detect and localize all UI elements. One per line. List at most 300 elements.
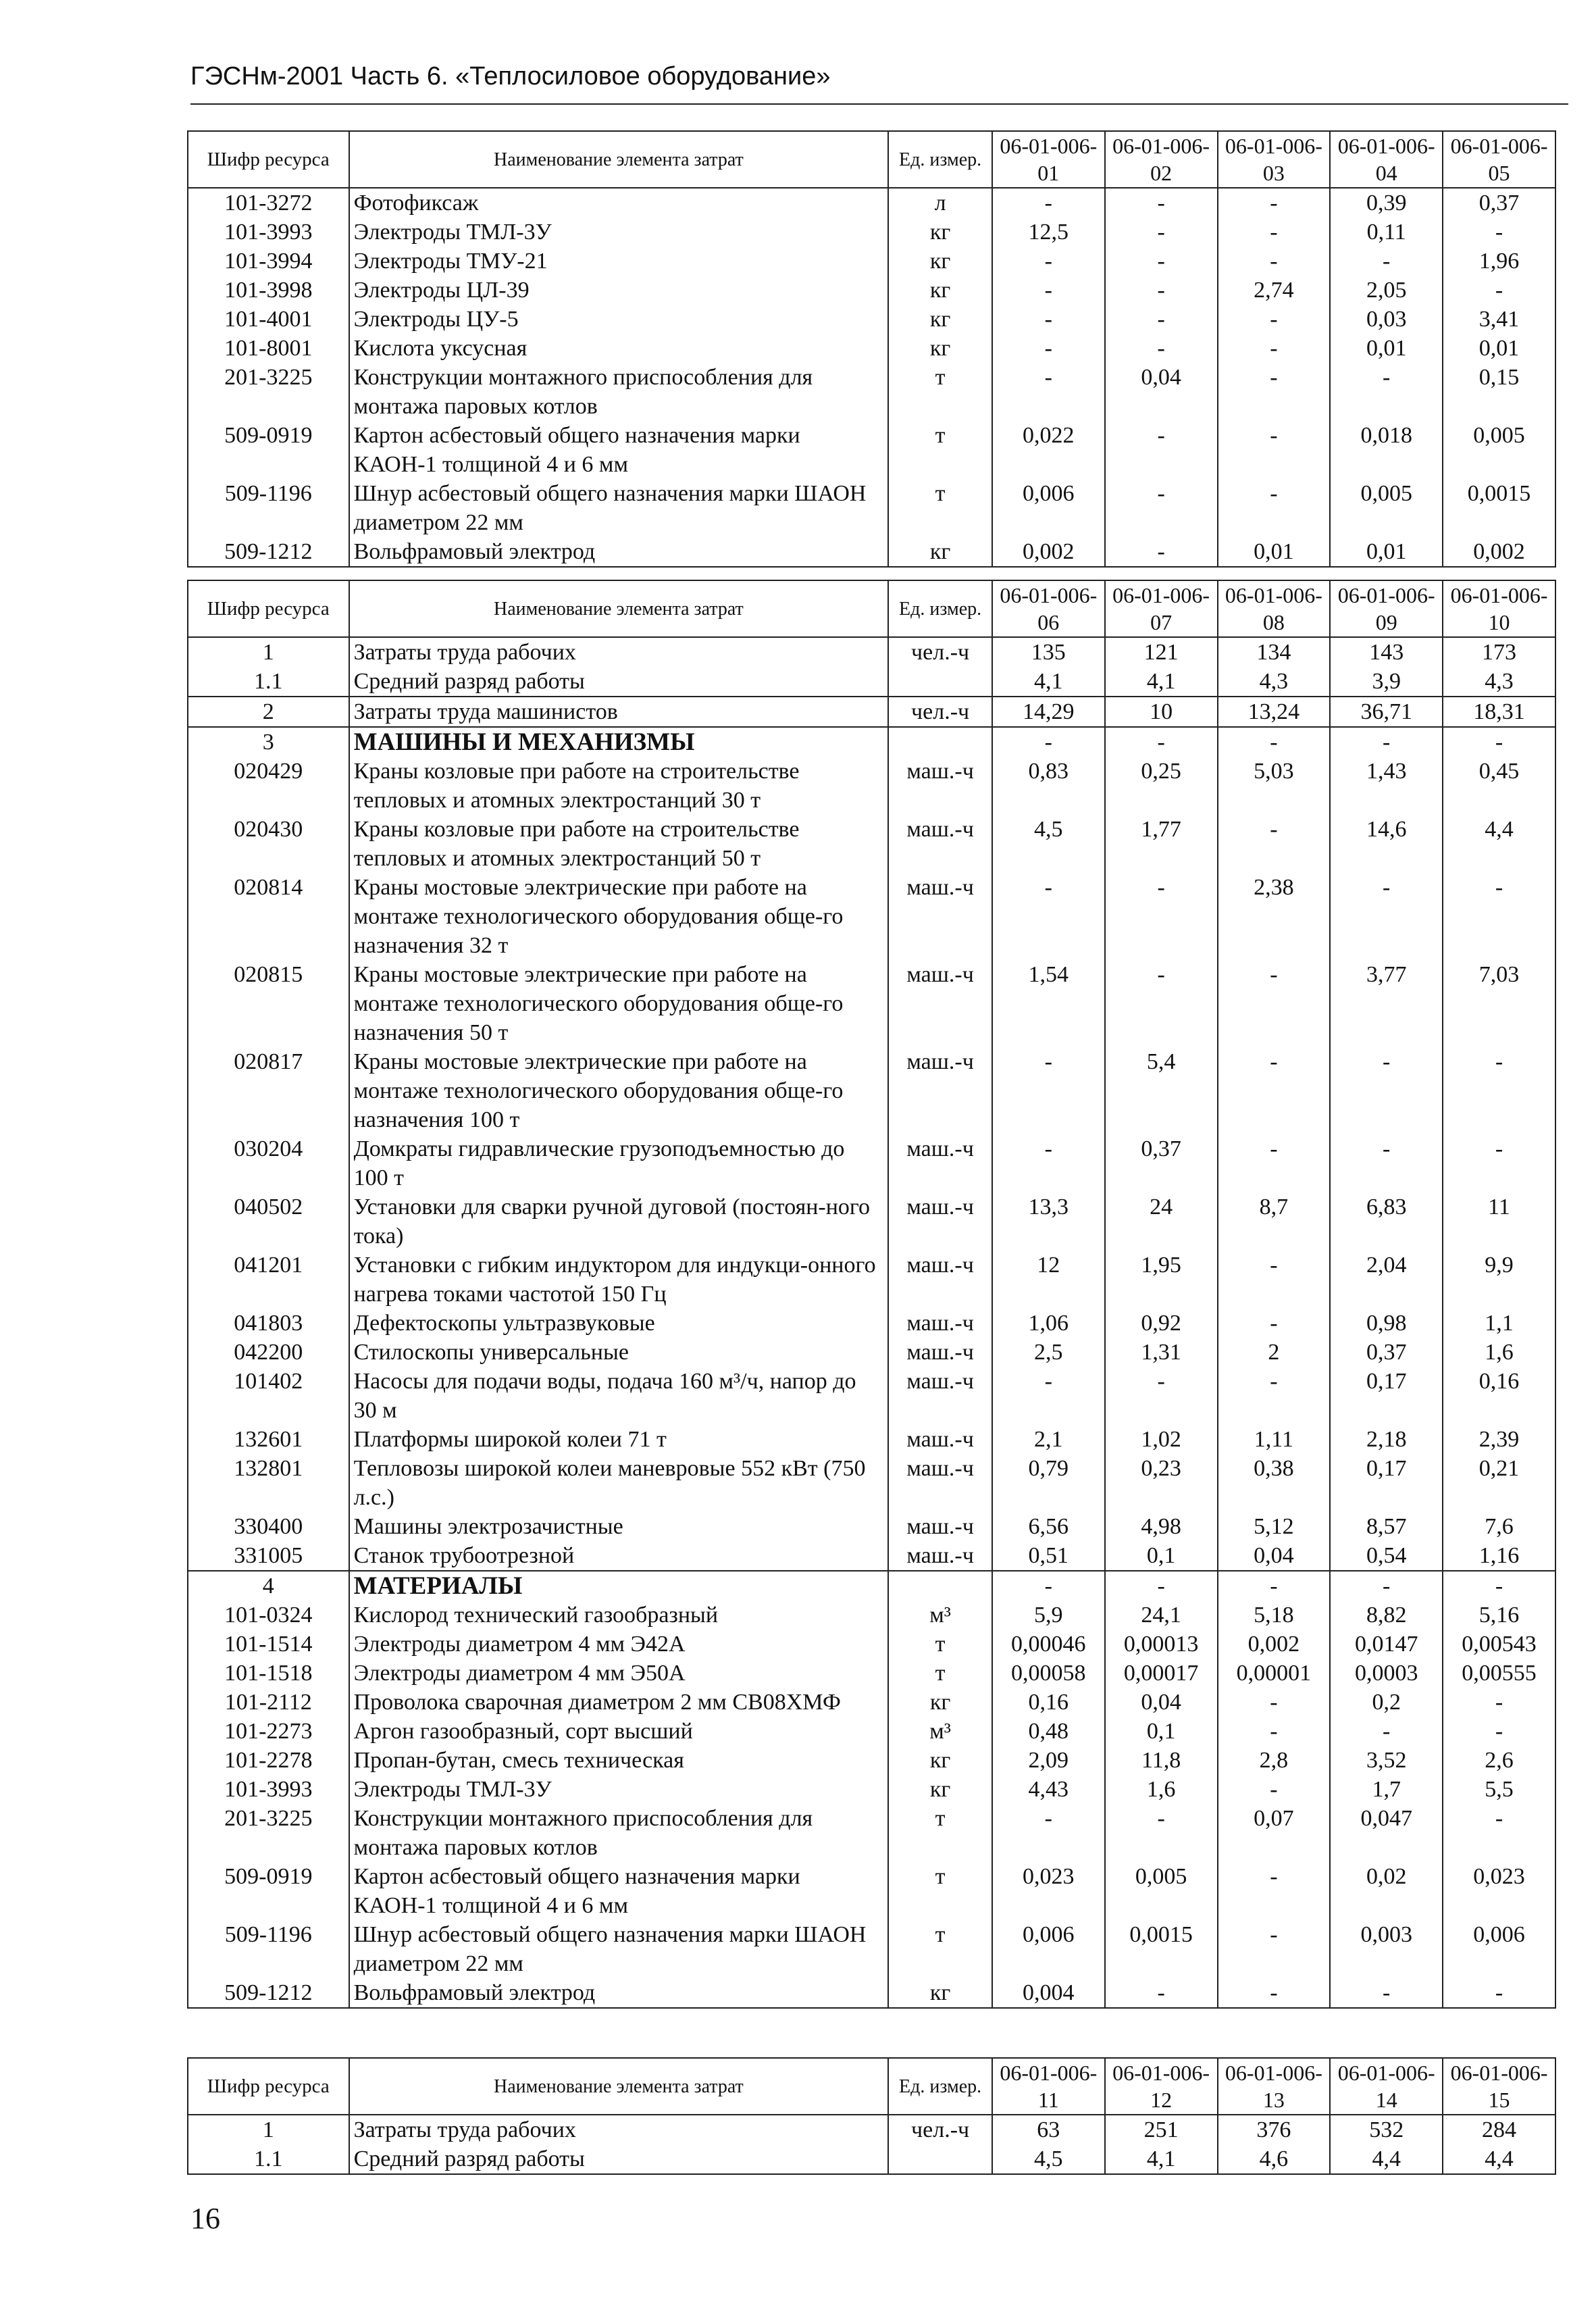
norm-value: - (1443, 727, 1555, 757)
resource-code: 331005 (188, 1541, 349, 1571)
resource-code: 509-0919 (188, 1862, 349, 1920)
cost-element-name: Электроды ТМЛ-3У (349, 218, 889, 247)
norm-value: 0,23 (1105, 1454, 1218, 1512)
norm-value: - (1330, 727, 1443, 757)
norm-value: 24,1 (1105, 1601, 1218, 1630)
unit-of-measure: кг (888, 1688, 992, 1717)
table-row (188, 1425, 1555, 1454)
resource-code: 101-3993 (188, 1775, 349, 1804)
header-rule (190, 103, 1568, 105)
unit-of-measure: маш.-ч (888, 1338, 992, 1367)
resource-code: 509-1212 (188, 537, 349, 567)
norm-value: - (1105, 218, 1218, 247)
norm-value: 0,83 (992, 757, 1105, 815)
norm-value: 4,1 (1105, 667, 1218, 697)
table-row (188, 363, 1555, 421)
norm-value: - (1218, 1920, 1331, 1978)
norm-value: 1,11 (1218, 1425, 1331, 1454)
norm-value: - (1105, 727, 1218, 757)
norm-value: - (1218, 421, 1331, 479)
resource-code: 101-8001 (188, 334, 349, 363)
table-row (188, 218, 1555, 247)
norm-value: 284 (1443, 2115, 1555, 2144)
norm-value: 0,48 (992, 1717, 1105, 1746)
cost-element-name: Стилоскопы универсальные (349, 1338, 889, 1367)
column-header: 06-01-006-01 (992, 131, 1105, 188)
norm-value: - (1218, 188, 1331, 218)
norm-value: - (1443, 1571, 1555, 1601)
table-row (188, 2115, 1555, 2144)
unit-of-measure: кг (888, 334, 992, 363)
norm-value: - (992, 247, 1105, 276)
resource-code: 509-1196 (188, 1920, 349, 1978)
norm-value: 0,16 (992, 1688, 1105, 1717)
unit-of-measure: чел.-ч (888, 637, 992, 667)
table-row (188, 1717, 1555, 1746)
norm-value: - (1330, 1717, 1443, 1746)
norm-value: 0,92 (1105, 1309, 1218, 1338)
norm-value: - (1218, 305, 1331, 334)
norm-value: 2,5 (992, 1338, 1105, 1367)
header-unit: Ед. измер. (888, 580, 992, 637)
cost-element-name: Вольфрамовый электрод (349, 537, 889, 567)
unit-of-measure: т (888, 1630, 992, 1659)
norm-value: 1,43 (1330, 757, 1443, 815)
norm-value: 134 (1218, 637, 1331, 667)
column-header: 06-01-006-08 (1218, 580, 1331, 637)
norm-value: 18,31 (1443, 697, 1555, 727)
norm-value: - (1218, 247, 1331, 276)
norm-value: 0,022 (992, 421, 1105, 479)
resource-code: 101-4001 (188, 305, 349, 334)
resource-code: 101-1514 (188, 1630, 349, 1659)
norm-value: 4,1 (992, 667, 1105, 697)
norm-value: 0,003 (1330, 1920, 1443, 1978)
norm-value: - (1105, 1367, 1218, 1425)
norm-value: - (992, 1134, 1105, 1192)
table-row (188, 276, 1555, 305)
resource-code: 101-2112 (188, 1688, 349, 1717)
norm-value: 0,17 (1330, 1367, 1443, 1425)
unit-of-measure: маш.-ч (888, 1541, 992, 1571)
norm-value: 3,41 (1443, 305, 1555, 334)
table-row (188, 1134, 1555, 1192)
norm-value: 0,006 (992, 479, 1105, 537)
resource-code: 020430 (188, 815, 349, 873)
table-row (188, 537, 1555, 567)
unit-of-measure: кг (888, 537, 992, 567)
cost-element-name: Кислота уксусная (349, 334, 889, 363)
cost-element-name: Насосы для подачи воды, подача 160 м³/ч, напор до 30 м (349, 1367, 889, 1425)
resource-code: 101-3994 (188, 247, 349, 276)
header-code: Шифр ресурса (188, 2058, 349, 2115)
resource-code: 201-3225 (188, 363, 349, 421)
resource-code: 1 (188, 637, 349, 667)
norm-value: 2,04 (1330, 1251, 1443, 1309)
norm-value: 0,1 (1105, 1717, 1218, 1746)
norm-value: 0,07 (1218, 1804, 1331, 1862)
norm-value: - (1330, 1134, 1443, 1192)
cost-element-name: Дефектоскопы ультразвуковые (349, 1309, 889, 1338)
column-header: 06-01-006-10 (1443, 580, 1555, 637)
page-header: ГЭСНм-2001 Часть 6. «Теплосиловое оборудование» (190, 62, 831, 91)
resource-code: 201-3225 (188, 1804, 349, 1862)
unit-of-measure: кг (888, 1978, 992, 2008)
norm-value: 1,16 (1443, 1541, 1555, 1571)
norm-value: 2,39 (1443, 1425, 1555, 1454)
resource-code: 041803 (188, 1309, 349, 1338)
norm-value: 1,31 (1105, 1338, 1218, 1367)
unit-of-measure: маш.-ч (888, 815, 992, 873)
cost-element-name: Кислород технический газообразный (349, 1601, 889, 1630)
norm-value: - (992, 873, 1105, 960)
table-row (188, 1512, 1555, 1541)
unit-of-measure: м³ (888, 1601, 992, 1630)
norm-value: 0,0015 (1105, 1920, 1218, 1978)
norm-value: 0,005 (1443, 421, 1555, 479)
unit-of-measure: маш.-ч (888, 960, 992, 1047)
norm-value: 173 (1443, 637, 1555, 667)
cost-element-name: Средний разряд работы (349, 2144, 889, 2174)
norm-value: - (1218, 218, 1331, 247)
header-unit: Ед. измер. (888, 2058, 992, 2115)
unit-of-measure: т (888, 1920, 992, 1978)
cost-element-name: Конструкции монтажного приспособления для монтажа паровых котлов (349, 1804, 889, 1862)
norm-value: - (1105, 1571, 1218, 1601)
unit-of-measure: кг (888, 276, 992, 305)
unit-of-measure: т (888, 363, 992, 421)
cost-element-name: Картон асбестовый общего назначения марки КАОН-1 толщиной 4 и 6 мм (349, 1862, 889, 1920)
norm-value: - (1443, 218, 1555, 247)
norm-value: 0,17 (1330, 1454, 1443, 1512)
norm-value: 5,12 (1218, 1512, 1331, 1541)
cost-element-name: Установки с гибким индуктором для индукци-онного нагрева токами частотой 150 Гц (349, 1251, 889, 1309)
norm-value: - (1105, 276, 1218, 305)
norm-value: - (992, 188, 1105, 218)
norm-value: 0,004 (992, 1978, 1105, 2008)
unit-of-measure: чел.-ч (888, 697, 992, 727)
cost-element-name: Шнур асбестовый общего назначения марки ШАОН диаметром 22 мм (349, 1920, 889, 1978)
unit-of-measure: кг (888, 1746, 992, 1775)
norm-value: - (1443, 1134, 1555, 1192)
cost-element-name: Затраты труда машинистов (349, 697, 889, 727)
header-name: Наименование элемента затрат (349, 2058, 889, 2115)
norm-value: - (1443, 276, 1555, 305)
norm-value: 7,03 (1443, 960, 1555, 1047)
norm-value: - (1218, 1251, 1331, 1309)
norm-value: 0,00555 (1443, 1659, 1555, 1688)
header-unit: Ед. измер. (888, 131, 992, 188)
table-row (188, 1978, 1555, 2008)
norm-value: 11,8 (1105, 1746, 1218, 1775)
norm-value: 0,01 (1330, 334, 1443, 363)
norm-value: 8,82 (1330, 1601, 1443, 1630)
norm-value: 0,002 (1218, 1630, 1331, 1659)
cost-element-name: Электроды ЦУ-5 (349, 305, 889, 334)
norm-value: - (1330, 247, 1443, 276)
unit-of-measure: м³ (888, 1717, 992, 1746)
cost-element-name: Аргон газообразный, сорт высший (349, 1717, 889, 1746)
norm-value: - (1218, 1717, 1331, 1746)
resource-code: 509-1212 (188, 1978, 349, 2008)
resource-code: 030204 (188, 1134, 349, 1192)
table-row (188, 815, 1555, 873)
norm-value: - (1330, 363, 1443, 421)
table-row (188, 1251, 1555, 1309)
norm-value: - (1330, 1047, 1443, 1134)
table-row (188, 1601, 1555, 1630)
norm-value: 0,018 (1330, 421, 1443, 479)
norm-value: 0,00058 (992, 1659, 1105, 1688)
resource-code: 330400 (188, 1512, 349, 1541)
norm-value: - (1218, 727, 1331, 757)
norm-value: - (992, 727, 1105, 757)
table-row (188, 188, 1555, 218)
cost-element-name: Шнур асбестовый общего назначения марки ШАОН диаметром 22 мм (349, 479, 889, 537)
resource-table-1 (187, 130, 1556, 568)
norm-value: 0,37 (1105, 1134, 1218, 1192)
unit-of-measure (888, 727, 992, 757)
resource-code: 509-1196 (188, 479, 349, 537)
norm-value: - (992, 1804, 1105, 1862)
norm-value: 8,7 (1218, 1192, 1331, 1251)
norm-value: 251 (1105, 2115, 1218, 2144)
cost-element-name: МАТЕРИАЛЫ (349, 1571, 889, 1601)
norm-value: 2,74 (1218, 276, 1331, 305)
norm-value: 12,5 (992, 218, 1105, 247)
norm-value: 0,15 (1443, 363, 1555, 421)
cost-element-name: Вольфрамовый электрод (349, 1978, 889, 2008)
header-name: Наименование элемента затрат (349, 580, 889, 637)
resource-code: 1.1 (188, 2144, 349, 2174)
norm-value: 0,37 (1330, 1338, 1443, 1367)
table-row (188, 1454, 1555, 1512)
norm-value: 0,00017 (1105, 1659, 1218, 1688)
norm-value: 4,5 (992, 2144, 1105, 2174)
table-row (188, 1775, 1555, 1804)
norm-value: 12 (992, 1251, 1105, 1309)
table-row (188, 637, 1555, 667)
resource-table-3 (187, 2057, 1556, 2175)
resource-code: 101-0324 (188, 1601, 349, 1630)
column-header: 06-01-006-07 (1105, 580, 1218, 637)
norm-value: 1,96 (1443, 247, 1555, 276)
norm-value: 4,4 (1443, 2144, 1555, 2174)
norm-value: - (1330, 873, 1443, 960)
norm-value: - (1218, 1134, 1331, 1192)
norm-value: 0,0147 (1330, 1630, 1443, 1659)
norm-value: 0,1 (1105, 1541, 1218, 1571)
table-row (188, 1338, 1555, 1367)
resource-code: 1.1 (188, 667, 349, 697)
unit-of-measure: кг (888, 247, 992, 276)
cost-element-name: Краны мостовые электрические при работе на монтаже технологического оборудования обще-го назначения 32 т (349, 873, 889, 960)
norm-value: - (1218, 1978, 1331, 2008)
unit-of-measure: маш.-ч (888, 1367, 992, 1425)
norm-value: - (1443, 1688, 1555, 1717)
cost-element-name: Проволока сварочная диаметром 2 мм СВ08ХМФ (349, 1688, 889, 1717)
norm-value: 5,03 (1218, 757, 1331, 815)
norm-value: - (1443, 1717, 1555, 1746)
table-row (188, 1571, 1555, 1601)
table-row (188, 1367, 1555, 1425)
cost-element-name: Домкраты гидравлические грузоподъемностью до 100 т (349, 1134, 889, 1192)
cost-element-name: Электроды ТМУ-21 (349, 247, 889, 276)
table-row (188, 1309, 1555, 1338)
resource-code: 040502 (188, 1192, 349, 1251)
header-code: Шифр ресурса (188, 580, 349, 637)
cost-element-name: Картон асбестовый общего назначения марки КАОН-1 толщиной 4 и 6 мм (349, 421, 889, 479)
norm-value: 4,5 (992, 815, 1105, 873)
norm-value: 63 (992, 2115, 1105, 2144)
norm-value: 2,05 (1330, 276, 1443, 305)
norm-value: 0,01 (1218, 537, 1331, 567)
cost-element-name: Конструкции монтажного приспособления для монтажа паровых котлов (349, 363, 889, 421)
resource-table-2 (187, 580, 1556, 2009)
norm-value: 0,006 (1443, 1920, 1555, 1978)
norm-value: - (1330, 1571, 1443, 1601)
resource-code: 020815 (188, 960, 349, 1047)
norm-value: 4,6 (1218, 2144, 1331, 2174)
table-row (188, 757, 1555, 815)
norm-value: 1,77 (1105, 815, 1218, 873)
norm-value: 8,57 (1330, 1512, 1443, 1541)
table-body (188, 188, 1555, 567)
norm-value: 0,04 (1218, 1541, 1331, 1571)
table-row (188, 247, 1555, 276)
norm-value: 6,83 (1330, 1192, 1443, 1251)
table-row (188, 1746, 1555, 1775)
norm-value: 0,39 (1330, 188, 1443, 218)
norm-value: 4,3 (1443, 667, 1555, 697)
cost-element-name: Установки для сварки ручной дуговой (постоян-ного тока) (349, 1192, 889, 1251)
norm-value: 14,6 (1330, 815, 1443, 873)
table-row (188, 2144, 1555, 2174)
resource-code: 020429 (188, 757, 349, 815)
unit-of-measure: т (888, 479, 992, 537)
norm-value: 2,1 (992, 1425, 1105, 1454)
norm-value: 143 (1330, 637, 1443, 667)
norm-value: 0,04 (1105, 1688, 1218, 1717)
norm-value: 4,43 (992, 1775, 1105, 1804)
norm-value: 4,3 (1218, 667, 1331, 697)
norm-value: 3,9 (1330, 667, 1443, 697)
cost-element-name: Электроды ТМЛ-3У (349, 1775, 889, 1804)
norm-value: 7,6 (1443, 1512, 1555, 1541)
norm-value: - (992, 1047, 1105, 1134)
table-row (188, 1659, 1555, 1688)
norm-value: 0,02 (1330, 1862, 1443, 1920)
norm-value: 5,18 (1218, 1601, 1331, 1630)
table-row (188, 873, 1555, 960)
norm-value: 5,5 (1443, 1775, 1555, 1804)
unit-of-measure (888, 2144, 992, 2174)
table-row (188, 1920, 1555, 1978)
norm-value: 0,11 (1330, 218, 1443, 247)
norm-value: - (1218, 1571, 1331, 1601)
column-header: 06-01-006-15 (1443, 2058, 1555, 2115)
unit-of-measure: л (888, 188, 992, 218)
norm-value: - (1105, 188, 1218, 218)
norm-value: - (1443, 1804, 1555, 1862)
norm-value: - (992, 305, 1105, 334)
norm-value: 2 (1218, 1338, 1331, 1367)
norm-value: 0,51 (992, 1541, 1105, 1571)
cost-element-name: Электроды ЦЛ-39 (349, 276, 889, 305)
resource-code: 020817 (188, 1047, 349, 1134)
table-row (188, 421, 1555, 479)
cost-element-name: Машины электрозачистные (349, 1512, 889, 1541)
norm-value: 2,18 (1330, 1425, 1443, 1454)
table-row (188, 334, 1555, 363)
norm-value: 0,00046 (992, 1630, 1105, 1659)
norm-value: - (992, 334, 1105, 363)
norm-value: 3,52 (1330, 1746, 1443, 1775)
norm-value: 0,01 (1330, 537, 1443, 567)
norm-value: 0,00013 (1105, 1630, 1218, 1659)
norm-value: - (1443, 873, 1555, 960)
norm-value: - (992, 363, 1105, 421)
cost-element-name: Краны мостовые электрические при работе на монтаже технологического оборудования обще-го назначения 100 т (349, 1047, 889, 1134)
column-header: 06-01-006-11 (992, 2058, 1105, 2115)
column-header: 06-01-006-13 (1218, 2058, 1331, 2115)
cost-element-name: Краны козловые при работе на строительстве тепловых и атомных электростанций 50 т (349, 815, 889, 873)
norm-value: - (992, 1367, 1105, 1425)
norm-value: 1,06 (992, 1309, 1105, 1338)
norm-value: - (1218, 815, 1331, 873)
norm-value: - (1105, 247, 1218, 276)
norm-value: - (992, 1571, 1105, 1601)
norm-value: - (1105, 334, 1218, 363)
column-header: 06-01-006-03 (1218, 131, 1331, 188)
norm-value: - (1443, 1978, 1555, 2008)
unit-of-measure: маш.-ч (888, 1309, 992, 1338)
norm-value: 0,00001 (1218, 1659, 1331, 1688)
table-row (188, 960, 1555, 1047)
norm-value: - (1218, 960, 1331, 1047)
norm-value: 4,4 (1330, 2144, 1443, 2174)
norm-value: 14,29 (992, 697, 1105, 727)
norm-value: 5,9 (992, 1601, 1105, 1630)
norm-value: 5,16 (1443, 1601, 1555, 1630)
norm-value: 532 (1330, 2115, 1443, 2144)
norm-value: - (1218, 479, 1331, 537)
table-row (188, 1688, 1555, 1717)
norm-value: - (1105, 1978, 1218, 2008)
table-body (188, 2115, 1555, 2174)
norm-value: 2,09 (992, 1746, 1105, 1775)
page-number: 16 (190, 2202, 220, 2235)
resource-code: 1 (188, 2115, 349, 2144)
norm-value: 13,24 (1218, 697, 1331, 727)
cost-element-name: Краны мостовые электрические при работе на монтаже технологического оборудования обще-го назначения 50 т (349, 960, 889, 1047)
resource-code: 101-1518 (188, 1659, 349, 1688)
norm-value: 0,0003 (1330, 1659, 1443, 1688)
norm-value: 0,01 (1443, 334, 1555, 363)
norm-value: - (1105, 537, 1218, 567)
norm-value: 0,2 (1330, 1688, 1443, 1717)
norm-value: - (1218, 1309, 1331, 1338)
unit-of-measure: маш.-ч (888, 757, 992, 815)
unit-of-measure: т (888, 1659, 992, 1688)
header-name: Наименование элемента затрат (349, 131, 889, 188)
norm-value: - (1105, 873, 1218, 960)
resource-code: 101-2278 (188, 1746, 349, 1775)
norm-value: - (1105, 305, 1218, 334)
cost-element-name: Платформы широкой колеи 71 т (349, 1425, 889, 1454)
norm-value: 0,005 (1330, 479, 1443, 537)
norm-value: - (1218, 1688, 1331, 1717)
